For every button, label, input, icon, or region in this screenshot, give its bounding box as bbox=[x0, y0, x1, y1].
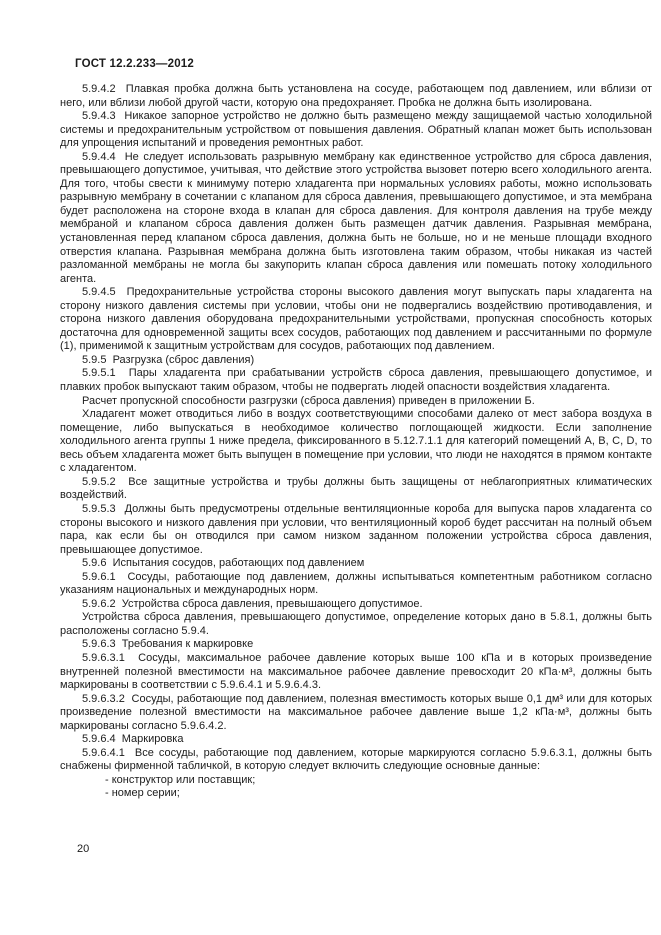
paragraph: Расчет пропускной способности разгрузки (сброса давления) приведен в приложении Б. bbox=[82, 394, 535, 407]
paragraph: 5.9.6.3.2 Сосуды, работающие под давлением, полезная вместимость которых выше 0,1 дм³ или для которых произведение полезной вместимости на максимальное рабочее давление выше 1,2 кПа·м³, должны быть маркированы согласно 5.9.6.4.2. bbox=[60, 692, 652, 732]
paragraph: 5.9.6 Испытания сосудов, работающих под давлением bbox=[82, 557, 365, 570]
paragraph: Устройства сброса давления, превышающего допустимое, определение которых дано в 5.8.1, должны быть расположены согласно 5.9.4. bbox=[60, 611, 652, 637]
paragraph: 5.9.4.2 Плавкая пробка должна быть установлена на сосуде, работающем под давлением, или вблизи от него, или вблизи любой другой части, которую она предохраняет. Пробка не должна быть изолирована. bbox=[60, 83, 652, 109]
paragraph: 5.9.5 Разгрузка (сброс давления) bbox=[82, 353, 255, 366]
document-body bbox=[60, 83, 652, 801]
paragraph: 5.9.4.3 Никакое запорное устройство не должно быть размещено между защищаемой частью холодильной системы и предохранительным устройством от повышения давления. Обратный клапан может быть использован для упрощения испытаний и проведения ремонтных работ. bbox=[60, 110, 652, 150]
paragraph: 5.9.4.4 Не следует использовать разрывную мембрану как единственное устройство для сброса давления, превышающего допустимое, учитывая, что действие этого устройства вызовет потерю всего холодильного агента. Для того, чтобы свести к минимуму потерю хладагента при нормальных условиях работы, можно использовать разрывную мембрану в сочетании с клапаном для сброса давления, превышающего допустимое, и эта мембрана будет расположена на стороне входа в клапан для сброса давления. Для контроля давления на трубе между мембраной и клапаном сброса давления должен быть размещен датчик давления. Разрывная мембрана, установленная перед клапаном сброса давления, должна быть не больше, но и не меньше площади входного отверстия клапана. Разрывная мембрана должна быть изготовлена таким образом, чтобы никакая из частей разломанной мембраны не могла бы закупорить клапан сброса давления или помешать потоку холодильного агента. bbox=[60, 150, 652, 285]
paragraph: 5.9.5.1 Пары хладагента при срабатывании устройств сброса давления, превышающего допустимое, и плавких пробок выпускают таким образом, чтобы не подвергать людей опасности воздействия хладагента. bbox=[60, 367, 652, 394]
list-item: - номер серии; bbox=[105, 787, 180, 800]
paragraph: 5.9.6.1 Сосуды, работающие под давлением, должны испытываться компетентным работником согласно указаниям национальных и международных норм. bbox=[60, 570, 652, 597]
page-number: 20 bbox=[77, 843, 90, 855]
paragraph: 5.9.6.4.1 Все сосуды, работающие под давлением, которые маркируются согласно 5.9.6.3.1, должны быть снабжены фирменной табличкой, в которую следует включить следующие основные данные: bbox=[60, 746, 652, 773]
paragraph: 5.9.6.4 Маркировка bbox=[82, 733, 184, 746]
list-item: - конструктор или поставщик; bbox=[105, 773, 256, 786]
paragraph: 5.9.6.3.1 Сосуды, максимальное рабочее давление которых выше 100 кПа и в которых произведение внутренней полезной вместимости на максимальное рабочее давление превосходит 20 кПа·м³, должны быть маркированы в соответствии с 5.9.6.4.1 и 5.9.6.4.3. bbox=[60, 651, 652, 692]
document-title: ГОСТ 12.2.233—2012 bbox=[75, 58, 194, 70]
paragraph: 5.9.5.3 Должны быть предусмотрены отдельные вентиляционные короба для выпуска паров хладагента со стороны высокого и низкого давления при условии, что вентиляционный короб будет рассчитан на полный объем пара, как если бы он отводился при самом низком заданном положении устройства сброса давления, превышающее допустимое. bbox=[60, 502, 652, 556]
paragraph: Хладагент может отводиться либо в воздух соответствующими способами далеко от мест забора воздуха в помещение, либо выпускаться в необходимое количество поглощающей жидкости. Если заполнение холодильного агента группы 1 ниже предела, фиксированного в 5.12.7.1.1 для категорий помещений A, B, C, D, то весь объем хладагента может быть выпущен в помещение при условии, что люди не находятся в прямом контакте с хладагентом. bbox=[60, 408, 652, 475]
paragraph: 5.9.4.5 Предохранительные устройства стороны высокого давления могут выпускать пары хладагента на сторону низкого давления системы при условии, чтобы они не подвергались воздействию противодавления, и сторона низкого давления оборудована предохранительными устройствами, пропускная способность которых достаточна для одновременной защиты всех сосудов, работающих под давлением и рассчитанными по формуле (1), применимой к защитным устройствам для сосудов, работающих под давлением. bbox=[60, 286, 652, 353]
paragraph: 5.9.6.2 Устройства сброса давления, превышающего допустимое. bbox=[82, 597, 423, 610]
paragraph: 5.9.6.3 Требования к маркировке bbox=[82, 638, 254, 651]
paragraph: 5.9.5.2 Все защитные устройства и трубы должны быть защищены от неблагоприятных климатических воздействий. bbox=[60, 475, 652, 502]
